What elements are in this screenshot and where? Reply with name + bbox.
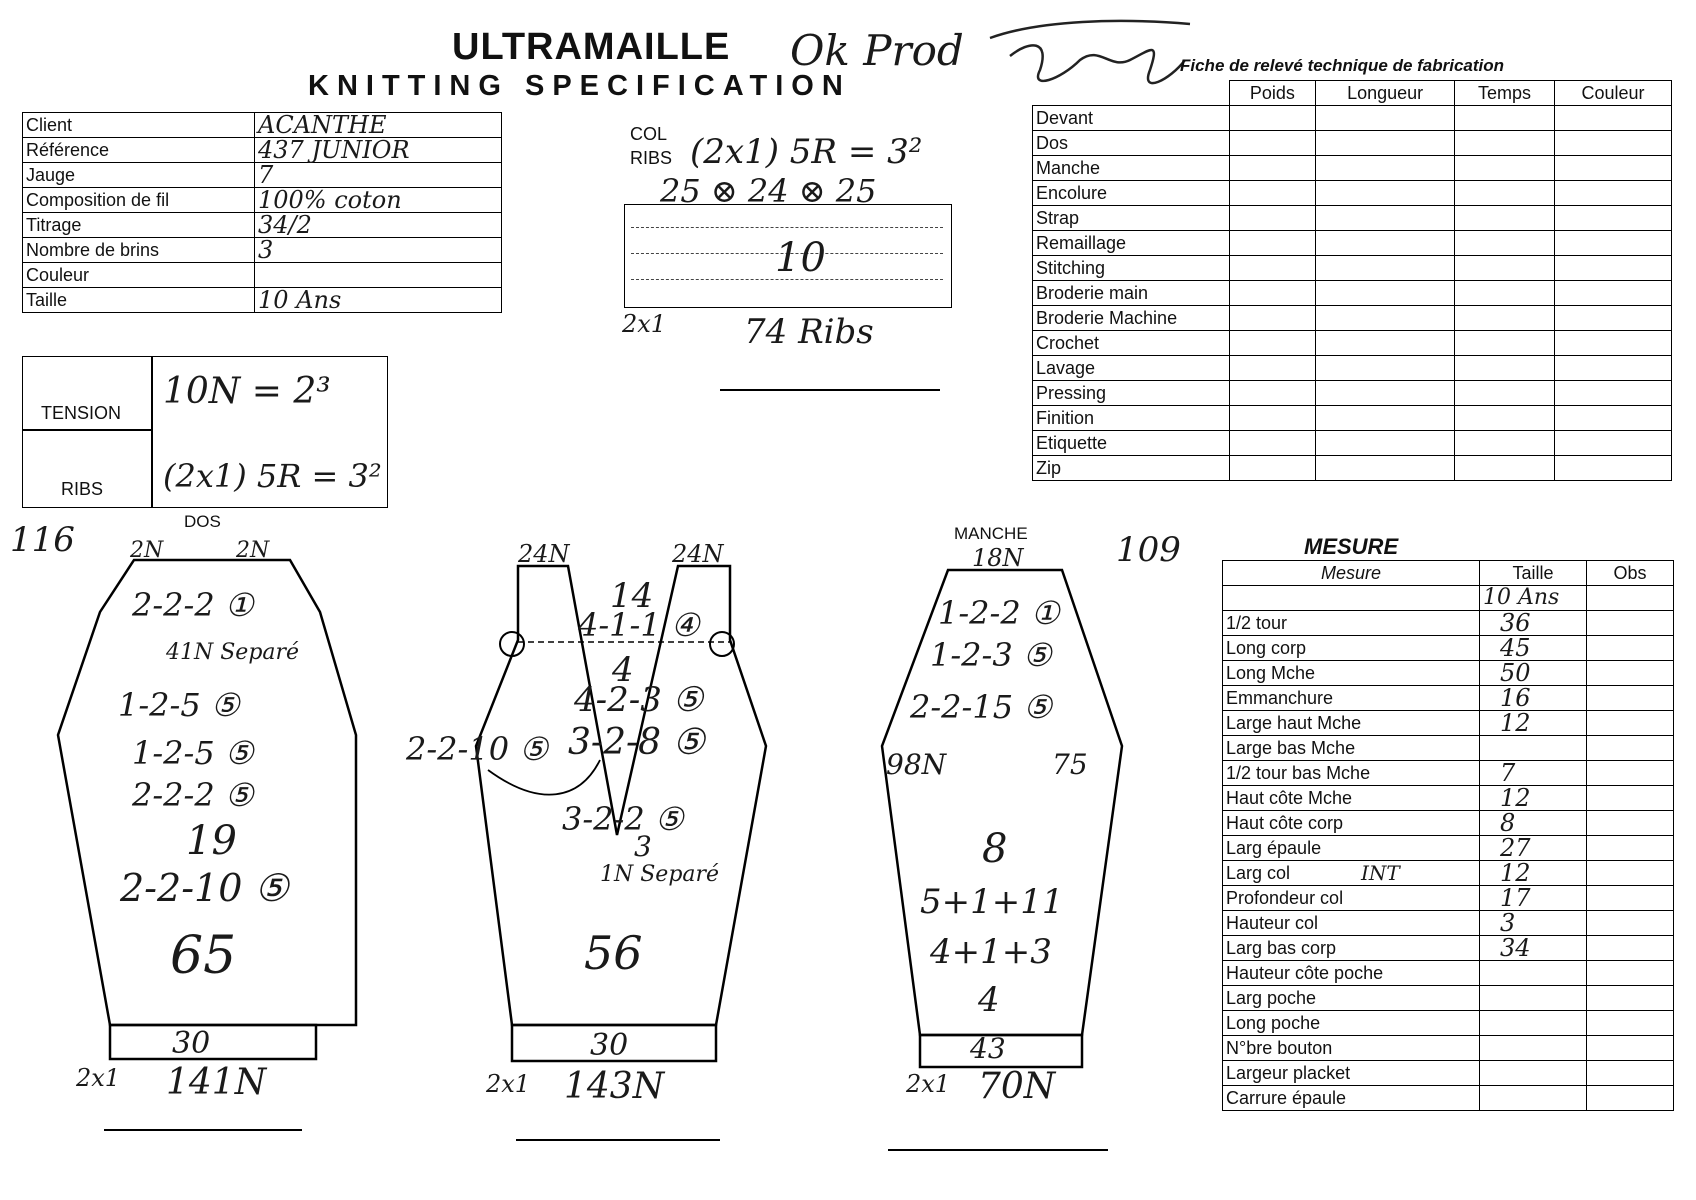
dos-label: DOS (184, 512, 221, 531)
mesure-row (1223, 786, 1674, 811)
dos-rib-rows: 30 (172, 1026, 211, 1061)
production-row-label: Finition (1033, 406, 1230, 431)
devant-body: 56 (584, 926, 643, 980)
mesure-obs[interactable] (1587, 761, 1674, 786)
mesure-label: Long poche (1223, 1011, 1480, 1036)
mesure-obs[interactable] (1587, 861, 1674, 886)
mesure-obs[interactable] (1587, 1011, 1674, 1036)
info-value: 3 (255, 238, 502, 263)
production-row-label: Zip (1033, 456, 1230, 481)
mesure-value[interactable]: 8 (1480, 811, 1587, 836)
approval-note: Ok Prod (790, 26, 964, 75)
info-value: 100% coton (255, 188, 502, 213)
mesure-row (1223, 1061, 1674, 1086)
mesure-value[interactable] (1480, 1061, 1587, 1086)
manche-needles: 70N (978, 1066, 1056, 1107)
devant-line-7: 3 (634, 830, 652, 863)
mesure-obs[interactable] (1587, 1061, 1674, 1086)
info-value: 7 (255, 163, 502, 188)
manche-top: 18N (972, 544, 1024, 572)
mesure-row (1223, 1086, 1674, 1111)
manche-width-left: 98N (886, 748, 947, 781)
devant-top-right: 24N (672, 540, 724, 568)
mesure-value[interactable]: 3 (1480, 911, 1587, 936)
mesure-label: Large haut Mche (1223, 711, 1480, 736)
info-value: ACANTHE (255, 113, 502, 138)
mesure-obs[interactable] (1587, 936, 1674, 961)
devant-separe: 1N Separé (600, 862, 720, 887)
dos-top-left: 2N (130, 538, 164, 563)
mesure-label: Larg col INT (1223, 861, 1480, 886)
info-label: Client (23, 113, 255, 138)
devant-rib-rows: 30 (590, 1028, 629, 1063)
mesure-obs[interactable] (1587, 911, 1674, 936)
manche-side-count: 109 (1116, 530, 1181, 570)
devant-left-dec: 2-2-10 ⑤ (406, 730, 548, 768)
manche-line-1: 1-2-2 ① (938, 594, 1060, 632)
devant-line-3: 4 (612, 650, 634, 690)
dos-side-count: 116 (10, 520, 75, 560)
production-row-label: Stitching (1033, 256, 1230, 281)
info-value: 10 Ans (255, 288, 502, 313)
dos-top-right: 2N (236, 538, 270, 563)
mesure-label: Emmanchure (1223, 686, 1480, 711)
production-row-label: Etiquette (1033, 431, 1230, 456)
collar-ribs-count: 74 Ribs (744, 312, 874, 352)
mesure-label: Larg bas corp (1223, 936, 1480, 961)
mesure-row (1223, 911, 1674, 936)
mesure-value[interactable] (1480, 1036, 1587, 1061)
info-label: Composition de fil (23, 188, 255, 213)
mesure-obs[interactable] (1587, 736, 1674, 761)
mesure-row (1223, 661, 1674, 686)
mesure-label: 1/2 tour (1223, 611, 1480, 636)
dos-line-4: 1-2-5 ⑤ (132, 734, 254, 772)
dos-rib-type: 2x1 (76, 1064, 121, 1092)
mesure-obs[interactable] (1587, 811, 1674, 836)
mesure-value[interactable] (1480, 961, 1587, 986)
info-label: Titrage (23, 213, 255, 238)
mesure-title: MESURE (1304, 534, 1399, 559)
mesure-value[interactable]: 36 (1480, 611, 1587, 636)
mesure-label: Carrure épaule (1223, 1086, 1480, 1111)
mesure-label: Hauteur col (1223, 911, 1480, 936)
mesure-row (1223, 886, 1674, 911)
production-row-label: Manche (1033, 156, 1230, 181)
mesure-value[interactable]: 34 (1480, 936, 1587, 961)
mesure-row (1223, 961, 1674, 986)
dos-line-8: 65 (170, 926, 237, 986)
production-row-label: Lavage (1033, 356, 1230, 381)
production-row-label: Crochet (1033, 331, 1230, 356)
devant-line-2: 4-1-1 ④ (578, 606, 700, 644)
production-column-header: Longueur (1316, 81, 1455, 106)
devant-top-left: 24N (518, 540, 570, 568)
mesure-row (1223, 836, 1674, 861)
mesure-obs[interactable] (1587, 886, 1674, 911)
mesure-value[interactable] (1480, 986, 1587, 1011)
mesure-obs[interactable] (1587, 1086, 1674, 1111)
devant-line-5: 3-2-8 ⑤ (568, 722, 705, 763)
mesure-column-header: Mesure (1223, 561, 1480, 586)
mesure-value[interactable]: 12 (1480, 861, 1587, 886)
dos-line-2: 41N Separé (166, 640, 300, 665)
mesure-header-row (1223, 561, 1674, 586)
mesure-label: Large bas Mche (1223, 736, 1480, 761)
mesure-row (1223, 986, 1674, 1011)
collar-rib-type: 2x1 (622, 310, 667, 338)
company-title: ULTRAMAILLE (452, 26, 731, 68)
mesure-column-header: Taille (1480, 561, 1587, 586)
production-row-label: Strap (1033, 206, 1230, 231)
mesure-value[interactable]: 7 (1480, 761, 1587, 786)
mesure-size: 10 Ans (1480, 586, 1587, 611)
production-row-label: Encolure (1033, 181, 1230, 206)
production-column-header: Couleur (1555, 81, 1672, 106)
mesure-obs[interactable] (1587, 711, 1674, 736)
devant-line-6: 3-2-2 ⑤ (562, 800, 684, 838)
mesure-obs[interactable] (1587, 1036, 1674, 1061)
production-column-header: Poids (1229, 81, 1316, 106)
manche-rib-rows: 43 (970, 1032, 1006, 1065)
collar-ribs-label: RIBS (630, 148, 673, 168)
mesure-obs[interactable] (1587, 636, 1674, 661)
mesure-obs[interactable] (1587, 836, 1674, 861)
devant-rib-type: 2x1 (486, 1070, 531, 1098)
manche-width-right: 75 (1052, 748, 1088, 781)
dos-line-1: 2-2-2 ① (132, 586, 254, 624)
tension-value: 10N = 2³ (163, 371, 331, 412)
mesure-value[interactable] (1480, 1011, 1587, 1036)
manche-label: MANCHE (954, 524, 1028, 543)
mesure-label: Hauteur côte poche (1223, 961, 1480, 986)
mesure-row (1223, 811, 1674, 836)
mesure-value[interactable]: 27 (1480, 836, 1587, 861)
ribs-value: (2x1) 5R = 3² (163, 457, 382, 495)
mesure-value[interactable]: 17 (1480, 886, 1587, 911)
manche-line-3: 2-2-15 ⑤ (910, 688, 1052, 726)
mesure-size-row (1223, 586, 1674, 611)
mesure-cell (1587, 586, 1674, 611)
production-row-label: Broderie main (1033, 281, 1230, 306)
production-row-label: Devant (1033, 106, 1230, 131)
production-column-header: Temps (1454, 81, 1554, 106)
mesure-obs[interactable] (1587, 986, 1674, 1011)
tension-label: TENSION (41, 403, 122, 423)
mesure-label: Profondeur col (1223, 886, 1480, 911)
production-row-label: Remaillage (1033, 231, 1230, 256)
info-value: 437 JUNIOR (255, 138, 502, 163)
mesure-row (1223, 936, 1674, 961)
mesure-obs[interactable] (1587, 786, 1674, 811)
mesure-row (1223, 686, 1674, 711)
mesure-row (1223, 761, 1674, 786)
document-subtitle: KNITTING SPECIFICATION (308, 70, 851, 102)
info-label: Référence (23, 138, 255, 163)
info-value: 34/2 (255, 213, 502, 238)
mesure-column-header: Obs (1587, 561, 1674, 586)
info-label: Taille (23, 288, 255, 313)
dos-needles: 141N (166, 1062, 267, 1103)
collar-rows: 10 (775, 235, 826, 281)
mesure-label: Long corp (1223, 636, 1480, 661)
mesure-value[interactable]: 50 (1480, 661, 1587, 686)
mesure-row (1223, 1036, 1674, 1061)
dos-rib-band (110, 1025, 316, 1059)
mesure-value[interactable] (1480, 736, 1587, 761)
mesure-row (1223, 611, 1674, 636)
mesure-label: Larg épaule (1223, 836, 1480, 861)
mesure-label: Haut côte corp (1223, 811, 1480, 836)
info-label: Couleur (23, 263, 255, 288)
sheet-title: Fiche de relevé technique de fabrication (1180, 56, 1505, 75)
mesure-label: Haut côte Mche (1223, 786, 1480, 811)
mesure-obs[interactable] (1587, 661, 1674, 686)
info-label: Nombre de brins (23, 238, 255, 263)
mesure-cell (1223, 586, 1480, 611)
mesure-value[interactable]: 16 (1480, 686, 1587, 711)
manche-line-4: 8 (982, 826, 1008, 872)
dos-line-5: 2-2-2 ⑤ (132, 776, 254, 814)
production-row-label: Broderie Machine (1033, 306, 1230, 331)
dos-line-3: 1-2-5 ⑤ (118, 686, 240, 724)
manche-line-2: 1-2-3 ⑤ (930, 636, 1052, 674)
info-label: Jauge (23, 163, 255, 188)
mesure-row (1223, 1011, 1674, 1036)
mesure-row (1223, 636, 1674, 661)
mesure-value[interactable]: 45 (1480, 636, 1587, 661)
manche-line-7: 4 (978, 980, 1000, 1020)
mesure-value[interactable]: 12 (1480, 786, 1587, 811)
mesure-row (1223, 711, 1674, 736)
mesure-obs[interactable] (1587, 611, 1674, 636)
devant-line-1: 14 (610, 576, 654, 616)
mesure-obs[interactable] (1587, 961, 1674, 986)
devant-line-4: 4-2-3 ⑤ (574, 680, 704, 720)
manche-line-6: 4+1+3 (930, 932, 1052, 972)
mesure-note: INT (1361, 861, 1400, 885)
devant-needles: 143N (564, 1066, 665, 1107)
dos-line-6: 19 (186, 818, 237, 864)
mesure-row (1223, 861, 1674, 886)
collar-counts: 25 ⊗ 24 ⊗ 25 (660, 172, 877, 210)
manche-rib-type: 2x1 (906, 1070, 951, 1098)
mesure-label: 1/2 tour bas Mche (1223, 761, 1480, 786)
collar-col-label: COL (630, 124, 668, 144)
mesure-label: Largeur placket (1223, 1061, 1480, 1086)
collar-formula: (2x1) 5R = 3² (690, 132, 923, 172)
mesure-value[interactable]: 12 (1480, 711, 1587, 736)
production-row-label: Pressing (1033, 381, 1230, 406)
manche-line-5: 5+1+11 (920, 882, 1064, 922)
mesure-label: Larg poche (1223, 986, 1480, 1011)
mesure-label: N°bre bouton (1223, 1036, 1480, 1061)
production-row-label: Dos (1033, 131, 1230, 156)
mesure-table (1222, 560, 1674, 1111)
mesure-obs[interactable] (1587, 686, 1674, 711)
dos-line-7: 2-2-10 ⑤ (120, 866, 289, 910)
mesure-row (1223, 736, 1674, 761)
ribs-label: RIBS (61, 479, 104, 499)
mesure-label: Long Mche (1223, 661, 1480, 686)
mesure-value[interactable] (1480, 1086, 1587, 1111)
